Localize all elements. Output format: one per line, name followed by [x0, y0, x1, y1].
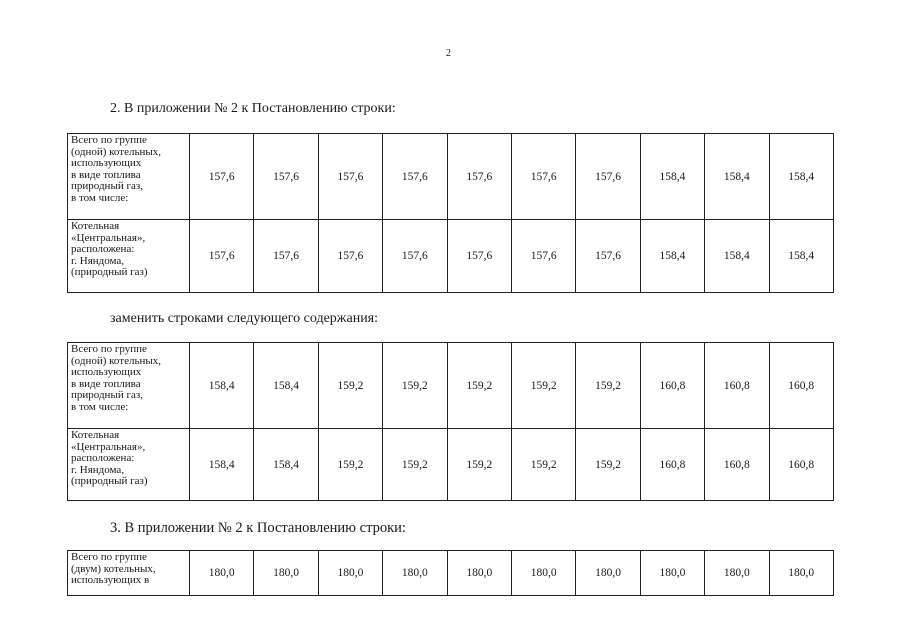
value-cell: 180,0 — [640, 551, 704, 596]
value-cell: 180,0 — [447, 551, 511, 596]
value-cell: 180,0 — [511, 551, 575, 596]
value-cell: 159,2 — [447, 343, 511, 429]
value-cell: 159,2 — [318, 429, 382, 501]
value-cell: 180,0 — [190, 551, 254, 596]
value-cell: 157,6 — [447, 220, 511, 293]
value-cell: 160,8 — [769, 343, 833, 429]
value-cell: 180,0 — [769, 551, 833, 596]
tariff-table-original-section-2 — [67, 133, 834, 293]
value-cell: 159,2 — [576, 343, 640, 429]
value-cell: 158,4 — [254, 343, 318, 429]
tariff-table-original-section-3 — [67, 550, 834, 596]
value-cell: 158,4 — [705, 220, 769, 293]
table-row — [68, 220, 834, 293]
value-cell: 180,0 — [383, 551, 447, 596]
value-cell: 157,6 — [190, 220, 254, 293]
value-cell: 157,6 — [190, 134, 254, 220]
table-row — [68, 551, 834, 596]
value-cell: 157,6 — [576, 134, 640, 220]
value-cell: 157,6 — [383, 134, 447, 220]
value-cell: 157,6 — [511, 220, 575, 293]
row-label: Всего по группе (одной) котельных, использующих в виде топлива природный газ, в том числе: — [68, 343, 190, 429]
value-cell: 158,4 — [640, 220, 704, 293]
value-cell: 158,4 — [769, 220, 833, 293]
value-cell: 160,8 — [640, 429, 704, 501]
row-label: Котельная «Центральная», расположена: г. Няндома, (природный газ) — [68, 220, 190, 293]
value-cell: 160,8 — [705, 429, 769, 501]
value-cell: 158,4 — [254, 429, 318, 501]
value-cell: 180,0 — [254, 551, 318, 596]
table-row — [68, 134, 834, 220]
value-cell: 159,2 — [383, 429, 447, 501]
table-row — [68, 343, 834, 429]
value-cell: 157,6 — [383, 220, 447, 293]
section-heading-2: 2. В приложении № 2 к Постановлению строки: — [110, 101, 396, 116]
value-cell: 159,2 — [511, 429, 575, 501]
table-row — [68, 429, 834, 501]
value-cell: 158,4 — [769, 134, 833, 220]
value-cell: 157,6 — [254, 134, 318, 220]
value-cell: 158,4 — [640, 134, 704, 220]
value-cell: 158,4 — [190, 343, 254, 429]
value-cell: 159,2 — [576, 429, 640, 501]
value-cell: 157,6 — [254, 220, 318, 293]
row-label: Всего по группе (двум) котельных, использующих в — [68, 551, 190, 596]
page-number: 2 — [446, 48, 451, 59]
value-cell: 180,0 — [576, 551, 640, 596]
value-cell: 157,6 — [318, 134, 382, 220]
value-cell: 159,2 — [383, 343, 447, 429]
value-cell: 180,0 — [705, 551, 769, 596]
value-cell: 160,8 — [769, 429, 833, 501]
value-cell: 157,6 — [318, 220, 382, 293]
value-cell: 157,6 — [511, 134, 575, 220]
value-cell: 159,2 — [318, 343, 382, 429]
value-cell: 157,6 — [447, 134, 511, 220]
section-heading-3: 3. В приложении № 2 к Постановлению строки: — [110, 520, 406, 536]
replacement-heading: заменить строками следующего содержания: — [110, 311, 379, 326]
value-cell: 159,2 — [447, 429, 511, 501]
value-cell: 160,8 — [640, 343, 704, 429]
row-label: Всего по группе (одной) котельных, использующих в виде топлива природный газ, в том числе: — [68, 134, 190, 220]
tariff-table-replacement — [67, 342, 834, 501]
value-cell: 180,0 — [318, 551, 382, 596]
value-cell: 159,2 — [511, 343, 575, 429]
value-cell: 158,4 — [190, 429, 254, 501]
row-label: Котельная «Центральная», расположена: г. Няндома, (природный газ) — [68, 429, 190, 501]
value-cell: 160,8 — [705, 343, 769, 429]
value-cell: 158,4 — [705, 134, 769, 220]
value-cell: 157,6 — [576, 220, 640, 293]
